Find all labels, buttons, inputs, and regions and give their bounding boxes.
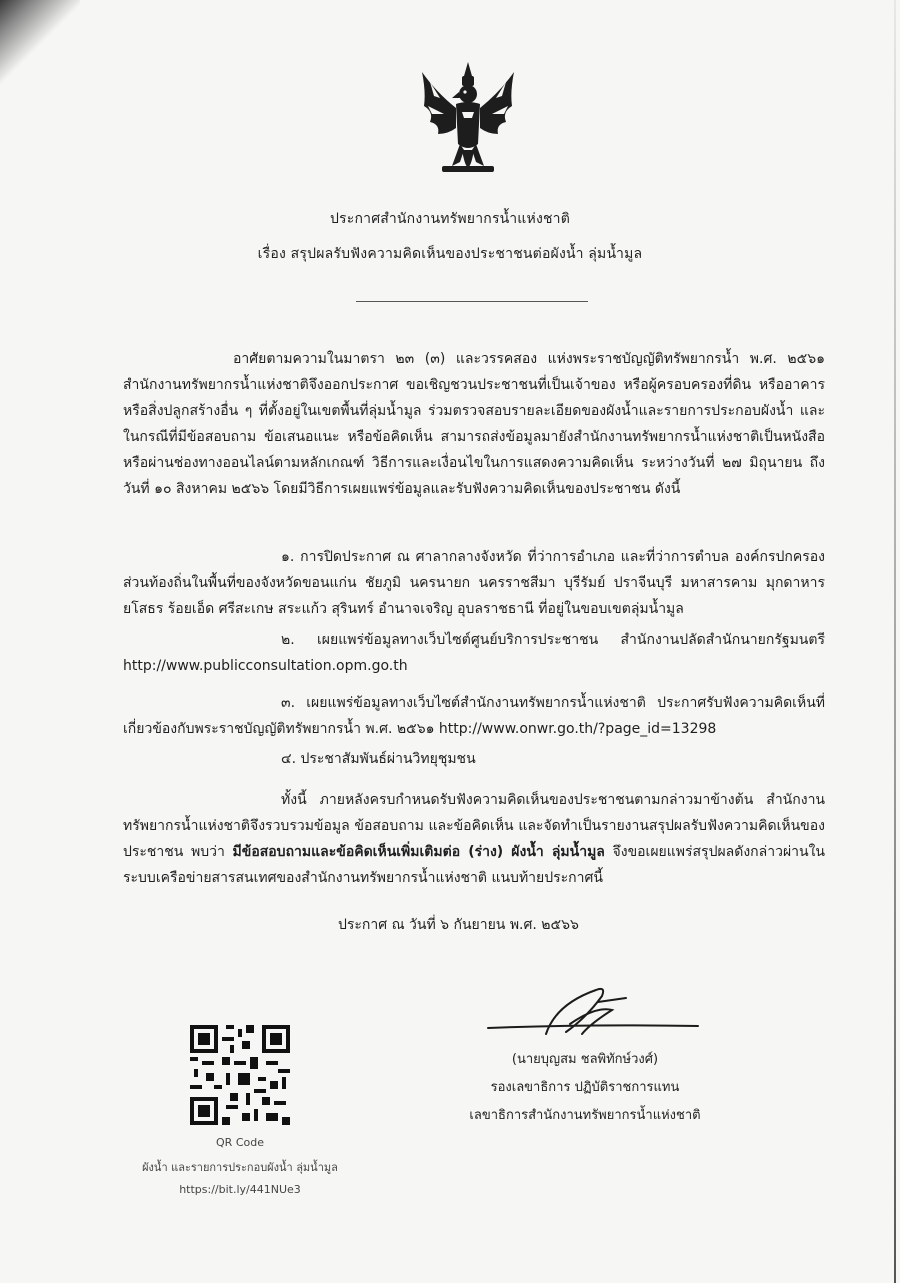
announcement-subject: เรื่อง สรุปผลรับฟังความคิดเห็นของประชาชนต่อผังน้ำ ลุ่มน้ำมูล [257,246,643,262]
conclusion-end: จึงขอเผยแพร่สรุปผลดังกล่าวผ่านในระบบเครือข่ายสารสนเทศของสำนักงานทรัพยากรน้ำแห่งชาติ แนบท้ายประกาศนี้ [123,844,825,886]
header-divider [356,301,588,302]
garuda-emblem-icon [416,62,520,184]
conclusion-paragraph [123,787,825,891]
qr-description: ผังน้ำ และรายการประกอบผังน้ำ ลุ่มน้ำมูล [142,1161,338,1174]
scan-edge [894,0,896,1283]
conclusion-emphasis: มีข้อสอบถามและข้อคิดเห็นเพิ่มเติมต่อ (ร่าง) ผังน้ำ ลุ่มน้ำมูล [232,844,605,860]
qr-code-icon[interactable] [190,1025,290,1125]
signatory-organization: เลขาธิการสำนักงานทรัพยากรน้ำแห่งชาติ [469,1108,701,1123]
list-item-3: ๓. เผยแพร่ข้อมูลทางเว็บไซต์สำนักงานทรัพยากรน้ำแห่งชาติ ประกาศรับฟังความคิดเห็นที่เกี่ยวข้องกับพระราชบัญญัติทรัพยากรน้ำ พ.ศ. ๒๕๖๑ http://www.onwr.go.th/?page_id=13298 [123,695,825,737]
list-item-4: ๔. ประชาสัมพันธ์ผ่านวิทยุชุมชน [281,751,476,767]
signatory-position: รองเลขาธิการ ปฏิบัติราชการแทน [490,1080,680,1095]
signatory-name: (นายบุญสม ชลพิทักษ์วงศ์) [511,1052,659,1067]
scan-corner-shadow [0,0,80,110]
intro-paragraph: อาศัยตามความในมาตรา ๒๓ (๓) และวรรคสอง แห่งพระราชบัญญัติทรัพยากรน้ำ พ.ศ. ๒๕๖๑ สำนักงานทรัพยากรน้ำแห่งชาติจึงออกประกาศ ขอเชิญชวนประชาชนที่เป็นเจ้าของ หรือผู้ครอบครองที่ดิน หรืออาคาร หรือสิ่งปลูกสร้างอื่น ๆ ที่ตั้งอยู่ในเขตพื้นที่ลุ่มน้ำมูล ร่วมตรวจสอบรายละเอียดของผังน้ำและรายการประกอบผังน้ำ และในกรณีที่มีข้อสอบถาม ข้อเสนอแนะ หรือข้อคิดเห็น สามารถส่งข้อมูลมายังสำนักงานทรัพยากรน้ำแห่งชาติเป็นหนังสือหรือผ่านช่องทางออนไลน์ตามหลักเกณฑ์ วิธีการและเงื่อนไขในการแสดงความคิดเห็น ระหว่างวันที่ ๒๗ มิถุนายน ถึงวันที่ ๑๐ สิงหาคม ๒๕๖๖ โดยมีวิธีการเผยแพร่ข้อมูลและรับฟังความคิดเห็นของประชาชน ดังนี้ [123,351,825,497]
handwritten-signature [486,984,700,1042]
qr-label: QR Code [216,1136,264,1149]
list-item-1: ๑. การปิดประกาศ ณ ศาลากลางจังหวัด ที่ว่าการอำเภอ และที่ว่าการตำบล องค์กรปกครองส่วนท้องถิ่นในพื้นที่ของจังหวัดขอนแก่น ชัยภูมิ นครนายก นครราชสีมา บุรีรัมย์ ปราจีนบุรี มหาสารคาม มุกดาหาร ยโสธร ร้อยเอ็ด ศรีสะเกษ สระแก้ว สุรินทร์ อำนาจเจริญ อุบลราชธานี ที่อยู่ในขอบเขตลุ่มน้ำมูล [123,549,825,617]
announcement-title: ประกาศสำนักงานทรัพยากรน้ำแห่งชาติ [329,211,571,227]
qr-url[interactable]: https://bit.ly/441NUe3 [179,1183,301,1196]
conclusion-start: ทั้งนี้ ภายหลังครบกำหนดรับฟังความคิดเห็นของประชาชนตามกล่าวมาข้างต้น สำนักงานทรัพยากรน้ำแห่งชาติจึงรวบรวมข้อมูล ข้อสอบถาม และข้อคิดเห็น และจัดทำเป็นรายงานสรุปผลรับฟังความคิดเห็นของประชาชน พบว่า [123,792,825,860]
list-item-2: ๒. เผยแพร่ข้อมูลทางเว็บไซต์ศูนย์บริการประชาชน สำนักงานปลัดสำนักนายกรัฐมนตรี http://www.publicconsultation.opm.go.th [123,632,825,674]
dateline: ประกาศ ณ วันที่ ๖ กันยายน พ.ศ. ๒๕๖๖ [338,917,579,933]
